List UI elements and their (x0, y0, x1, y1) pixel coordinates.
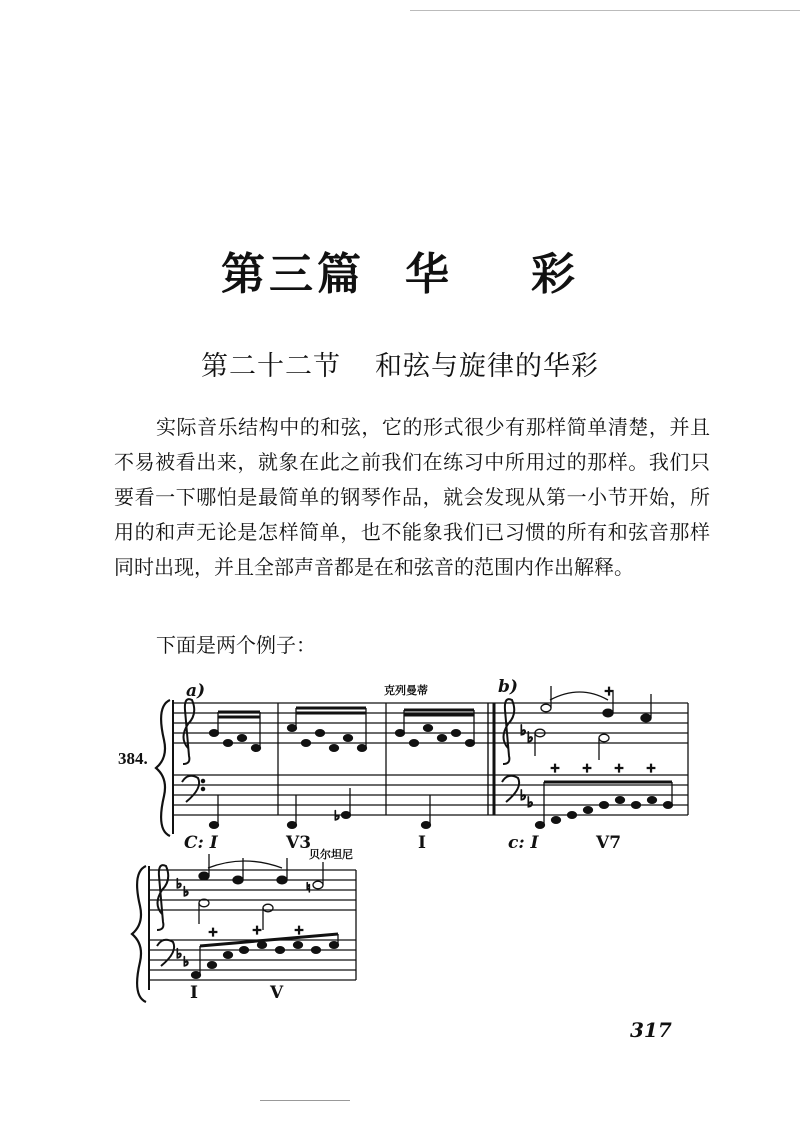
example-number: 384. (118, 749, 148, 768)
svg-text:+: + (252, 923, 263, 937)
part-a-label: a) (186, 681, 206, 701)
svg-text:♭: ♭ (183, 955, 190, 970)
chord-b-2: V7 (596, 833, 622, 853)
composer-a-label: 克列曼蒂 (384, 684, 428, 697)
section-number: 第二十二节 (201, 351, 341, 382)
svg-text:+: + (604, 684, 615, 698)
svg-text:+: + (582, 761, 593, 775)
svg-text:♭: ♭ (183, 885, 190, 900)
system-2 (132, 854, 356, 1002)
page-number-value: 317 (630, 1018, 672, 1042)
bass-clef-a (182, 776, 199, 802)
measure-4-notes (520, 684, 673, 828)
measure-3-notes (396, 710, 475, 828)
svg-text:+: + (614, 761, 625, 775)
grand-staff-brace-2 (132, 866, 146, 1002)
section-name: 和弦与旋律的华彩 (375, 351, 599, 382)
svg-text:♭: ♭ (176, 877, 183, 892)
bottom-edge-rule (260, 1100, 350, 1101)
svg-text:♭: ♭ (527, 730, 534, 746)
svg-text:♭: ♭ (334, 809, 341, 824)
treble-clef-a (183, 699, 194, 764)
bass-clef-c (157, 940, 174, 966)
svg-text:+: + (208, 925, 219, 939)
chapter-word-2: 彩 (531, 249, 579, 300)
chord-a-1: C: I (184, 833, 218, 853)
bass-clef-b (502, 776, 519, 802)
svg-text:+: + (646, 761, 657, 775)
svg-text:+: + (294, 923, 305, 937)
page-number (630, 1018, 672, 1042)
svg-text:♭: ♭ (176, 947, 183, 962)
example-labels (118, 677, 621, 1003)
chord-c-1: I (190, 983, 198, 1003)
chapter-part-label: 第三篇 (221, 249, 365, 300)
svg-text:+: + (550, 761, 561, 775)
chord-a-3: I (418, 833, 426, 853)
treble-clef-c (157, 865, 168, 930)
chord-a-2: V3 (286, 833, 312, 853)
treble-clef-b (503, 699, 514, 764)
part-b-label: b) (498, 677, 518, 697)
chord-c-2: V (270, 983, 284, 1003)
body-paragraph-1: 实际音乐结构中的和弦，它的形式很少有那样简单清楚，并且不易被看出来，就象在此之前我们在练习中所用过的那样。我们只要看一下哪怕是最简单的钢琴作品，就会发现从第一小节开始，所用的和声无论是怎样简单，也不能象我们已习惯的所有和弦音那样同时出现，并且全部声音都是在和弦音的范围内作出解释。 (114, 415, 710, 579)
measure-2-notes (288, 708, 367, 828)
svg-text:♭: ♭ (527, 795, 534, 811)
measure-1-notes (210, 712, 261, 828)
system-1 (156, 684, 688, 836)
svg-text:♮: ♮ (306, 881, 311, 896)
svg-text:♭: ♭ (520, 788, 527, 804)
chapter-word-1: 华 (405, 249, 453, 300)
composer-b-label: 贝尔坦尼 (309, 848, 353, 861)
chord-b-1: c: I (508, 833, 539, 853)
svg-text:♭: ♭ (520, 723, 527, 739)
grand-staff-brace-1 (156, 700, 170, 836)
body-paragraph-2: 下面是两个例子： (156, 633, 316, 657)
